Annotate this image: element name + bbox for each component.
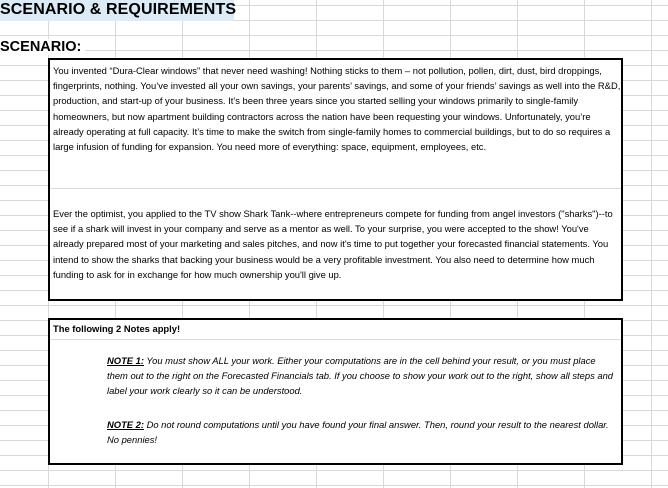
note-2-label: NOTE 2: <box>107 419 144 430</box>
scenario-text-box[interactable] <box>48 58 623 301</box>
notes-box[interactable] <box>48 318 623 465</box>
note-2-text: Do not round computations until you have found your final answer. Then, round your result to the nearest dollar. No pennies! <box>107 419 609 446</box>
note-1-text: You must show ALL your work. Either your computations are in the cell behind your result, or you must place them out to the right on the Forecasted Financials tab. If you choose to show your work out to the right, show all steps and label your work clearly so it can be understood. <box>107 355 614 397</box>
scenario-label: SCENARIO: <box>0 39 85 55</box>
scenario-paragraph: You invented “Dura-Clear windows” that never need washing! Nothing sticks to them – not pollution, pollen, dirt, dust, bird droppings, fingerprints, nothing. You’ve invested all your own savings, your parents’ savings, and some of your friends’ savings as well into the R&D, production, and start-up of your business. It’s been three years since you started selling your windows primarily to single-family homeowners, but now apartment building contractors across the nation have been requesting your windows. Unfortunately, you’re already operating at full capacity. It’s time to make the switch from single-family homes to commercial buildings, but to do so requires a large infusion of funding for expansion. You need more of everything: space, equipment, employees, etc. <box>53 65 621 153</box>
note-1-label: NOTE 1: <box>107 355 144 366</box>
scenario-paragraph: Ever the optimist, you applied to the TV show Shark Tank--where entrepreneurs compete for funding from angel investors ("sharks")--to see if a shark will invest in your company and serve as a mentor as well. To your surprise, you were accepted to the show! You've already prepared most of your marketing and sales pitches, and now it's time to put together your forecasted financial statements. You intend to show the sharks that backing your business would be a very profitable investment. You also need to determine how much funding to ask for in exchange for how much ownership you'll give up. <box>53 208 613 280</box>
note-1 <box>107 353 619 399</box>
notes-heading: The following 2 Notes apply! <box>53 323 181 334</box>
note-2 <box>107 417 619 447</box>
sheet-title: SCENARIO & REQUIREMENTS <box>0 1 237 18</box>
